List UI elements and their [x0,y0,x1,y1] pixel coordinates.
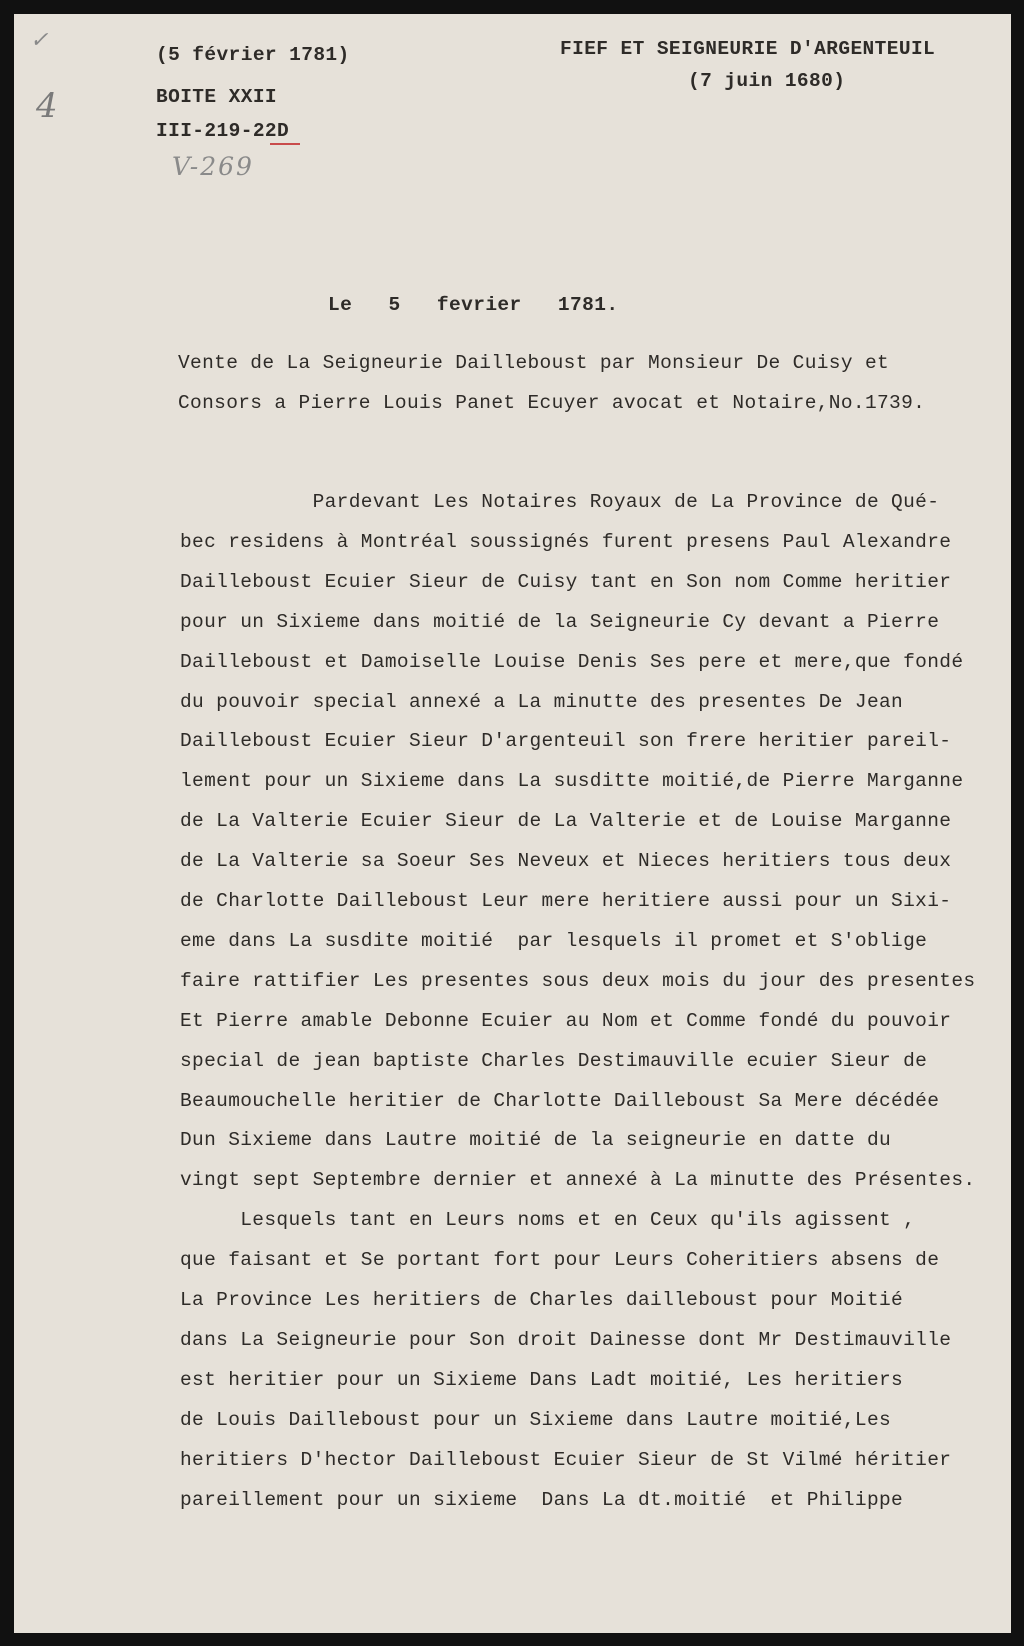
body-line: pour un Sixieme dans moitié de la Seigneurie Cy devant a Pierre [180,610,940,633]
body-line: Pardevant Les Notaires Royaux de La Province de Qué- [180,491,940,513]
reference-underline [270,143,300,145]
check-mark: ✓ [30,28,51,53]
date-line: Le 5 fevrier 1781. [328,294,619,316]
handwritten-reference: V-269 [172,152,254,181]
margin-number: 4 [36,86,60,126]
left-date: (5 février 1781) [156,44,350,66]
body-line: vingt sept Septembre dernier et annexé à La minutte des Présentes. [180,1169,976,1192]
document-title: FIEF ET SEIGNEURIE D'ARGENTEUIL [560,38,936,60]
body-line: du pouvoir special annexé a La minutte des presentes De Jean [180,690,904,713]
body-line: Dailleboust Ecuier Sieur de Cuisy tant en Son nom Comme heritier [180,570,952,593]
summary-line: Consors a Pierre Louis Panet Ecuyer avocat et Notaire,No.1739. [178,392,926,414]
body-line: lement pour un Sixieme dans La susditte moitié,de Pierre Marganne [180,770,964,793]
body-line: de La Valterie sa Soeur Ses Neveux et Nieces heritiers tous deux [180,850,952,873]
body-line: Dailleboust et Damoiselle Louise Denis Ses pere et mere,que fondé [180,650,964,673]
body-line: que faisant et Se portant fort pour Leurs Coheritiers absens de [180,1249,940,1272]
body-line: de Charlotte Dailleboust Leur mere heritiere aussi pour un Sixi- [180,890,952,912]
box-label: BOITE XXII [156,86,278,108]
body-line: de Louis Dailleboust pour un Sixieme dans Lautre moitié,Les [180,1408,892,1431]
document-page [14,14,1011,1633]
body-line: special de jean baptiste Charles Destimauville ecuier Sieur de [180,1049,928,1072]
body-line: Dun Sixieme dans Lautre moitié de la seigneurie en datte du [180,1129,892,1152]
body-line: Beaumouchelle heritier de Charlotte Dailleboust Sa Mere décédée [180,1089,940,1112]
body-line: La Province Les heritiers de Charles dailleboust pour Moitié [180,1289,904,1311]
body-line: Dailleboust Ecuier Sieur D'argenteuil son frere heritier pareil- [180,730,952,753]
body-line: pareillement pour un sixieme Dans La dt.moitié et Philippe [180,1488,904,1511]
reference-number: III-219-22D [156,120,290,142]
summary-line: Vente de La Seigneurie Dailleboust par Monsieur De Cuisy et [178,352,890,374]
body-line: eme dans La susdite moitié par lesquels il promet et S'oblige [180,929,928,952]
body-line: Et Pierre amable Debonne Ecuier au Nom et Comme fondé du pouvoir [180,1009,952,1032]
title-date: (7 juin 1680) [688,70,846,92]
body-line: faire rattifier Les presentes sous deux mois du jour des presentes [180,969,976,992]
body-line: de La Valterie Ecuier Sieur de La Valterie et de Louise Marganne [180,810,952,833]
body-line: Lesquels tant en Leurs noms et en Ceux qu'ils agissent , [180,1209,916,1232]
body-line: est heritier pour un Sixieme Dans Ladt moitié, Les heritiers [180,1368,904,1391]
body-line: dans La Seigneurie pour Son droit Dainesse dont Mr Destimauville [180,1328,952,1351]
body-line: bec residens à Montréal soussignés furent presens Paul Alexandre [180,530,952,553]
body-line: heritiers D'hector Dailleboust Ecuier Sieur de St Vilmé héritier [180,1448,952,1471]
